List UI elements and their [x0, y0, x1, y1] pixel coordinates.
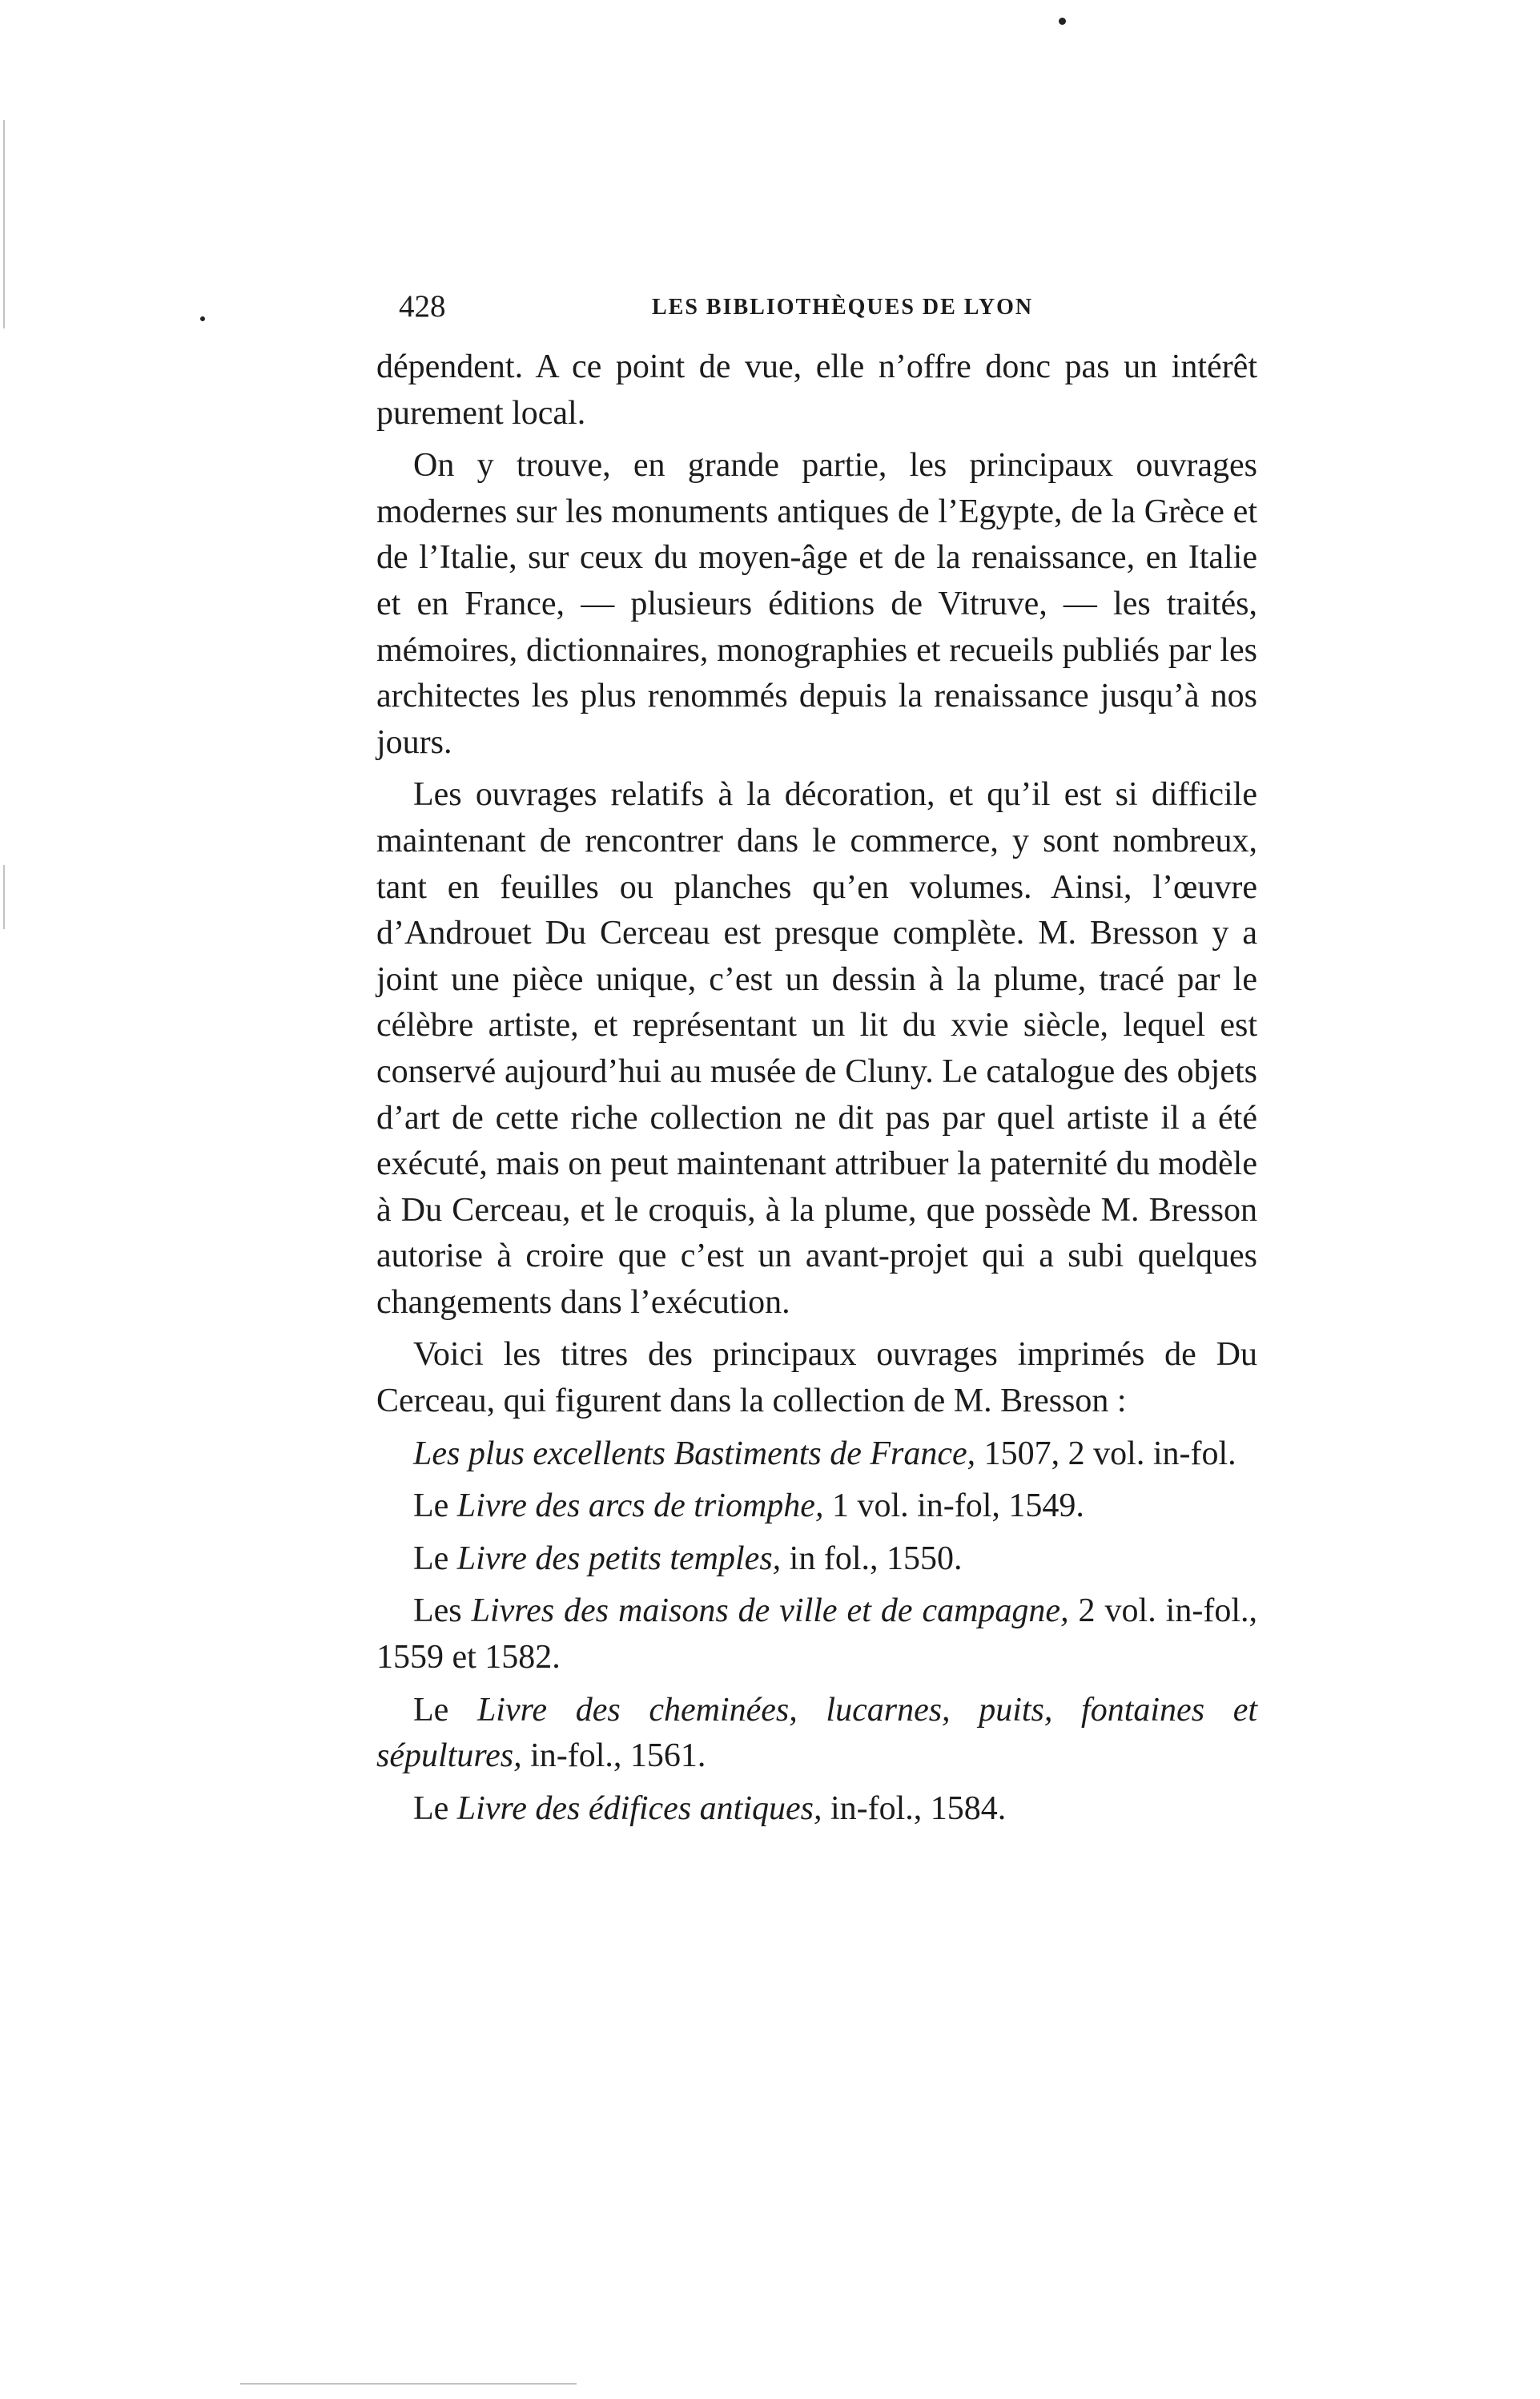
entry-title: Livres des maisons de ville et de campagne, [471, 1592, 1069, 1630]
entry-details: in-fol., 1584. [822, 1789, 1007, 1827]
entry-details: 2 vol. in-fol., 1559 et 1582. [376, 1592, 1257, 1676]
entry-details: in fol., 1550. [781, 1540, 963, 1577]
scan-bottom-rule [240, 2383, 577, 2385]
entry-details: in-fol., 1561. [521, 1737, 706, 1775]
bibliography-entry [376, 1536, 1257, 1583]
bibliography-entry [376, 1786, 1257, 1833]
page-header [399, 288, 1278, 336]
entry-prefix: Le [413, 1691, 477, 1729]
entry-title: Livre des arcs de triomphe, [456, 1487, 824, 1525]
bibliography-entry [376, 1431, 1257, 1478]
entry-title: Livre des cheminées, lucarnes, puits, fontaines et sépultures, [376, 1691, 1257, 1775]
paragraph: Voici les titres des principaux ouvrages imprimés de Du Cerceau, qui figurent dans la collection de M. Bresson : [376, 1336, 1257, 1420]
paragraph: dépendent. A ce point de vue, elle n’offre donc pas un intérêt purement local. [376, 348, 1257, 432]
entry-prefix: Le [413, 1540, 457, 1577]
entry-title: Les plus excellents Bastiments de France, [413, 1435, 976, 1472]
body-text [376, 344, 1257, 1838]
ink-speck [200, 316, 205, 321]
paragraph: On y trouve, en grande partie, les principaux ouvrages modernes sur les monuments antiques de l’Egypte, de la Grèce et de l’Italie, sur ceux du moyen-âge et de la renaissance, en Italie et en France, — plusieurs éditions de Vitruve, — les traités, mémoires, dictionnaires, monographies et recueils publiés par les architectes les plus renommés depuis la renaissance jusqu’à nos jours. [376, 447, 1257, 761]
bibliography-entry [376, 1688, 1257, 1780]
bibliography-entry [376, 1483, 1257, 1530]
scan-margin-line [3, 865, 5, 929]
entry-prefix: Le [413, 1487, 457, 1525]
entry-title: Livre des petits temples, [456, 1540, 782, 1577]
entry-prefix: Le [413, 1789, 457, 1827]
ink-speck [1059, 18, 1066, 25]
entry-details: 1507, 2 vol. in-fol. [975, 1435, 1236, 1472]
paragraph: Les ouvrages relatifs à la décoration, et qu’il est si difficile maintenant de rencontrer dans le commerce, y sont nombreux, tant en feuilles ou planches qu’en volumes. Ainsi, l’œuvre d’Androuet Du Cerceau est presque complète. M. Bresson y a joint une pièce unique, c’est un dessin à la plume, tracé par le célèbre artiste, et représentant un lit du xvie siècle, lequel est conservé aujourd’hui au musée de Cluny. Le catalogue des objets d’art de cette riche collection ne dit pas par quel artiste il a été exécuté, mais on peut maintenant attribuer la paternité du modèle à Du Cerceau, et le croquis, à la plume, que possède M. Bresson autorise à croire que c’est un avant-projet qui a subi quelques changements dans l’exécution. [376, 776, 1257, 1321]
bibliography-entry [376, 1588, 1257, 1681]
running-head: LES BIBLIOTHÈQUES DE LYON [652, 295, 1034, 320]
entry-details: 1 vol. in-fol, 1549. [823, 1487, 1084, 1525]
page-number: 428 [399, 289, 446, 324]
entry-title: Livre des édifices antiques, [456, 1789, 822, 1827]
entry-prefix: Les [413, 1592, 472, 1630]
scan-margin-line [3, 120, 5, 328]
